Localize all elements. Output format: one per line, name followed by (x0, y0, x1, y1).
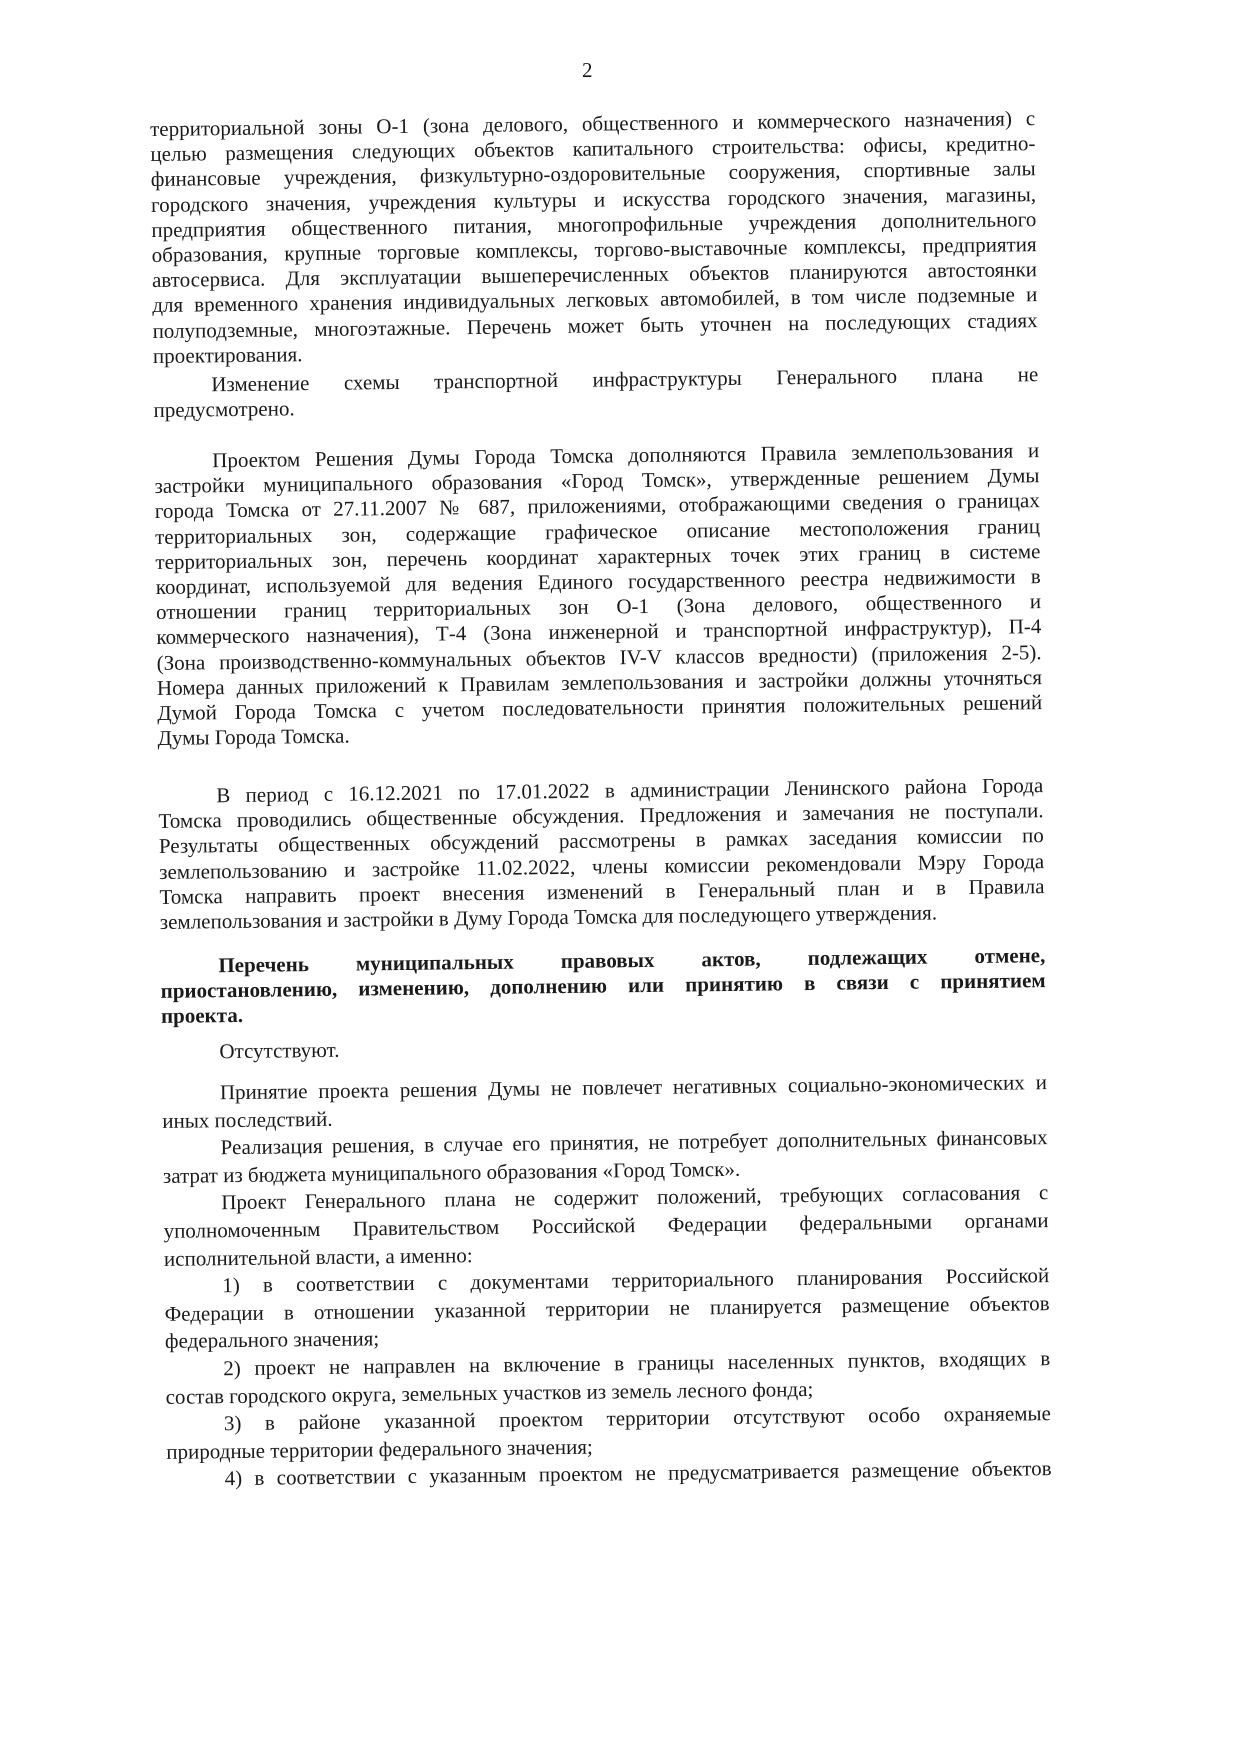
text-line: В период с 16.12.2021 по 17.01.2022 в администрации Ленинского района Города (216, 773, 1044, 808)
text-line: Результаты общественных обсуждений рассмотрены в рамках заседания комиссии по (158, 823, 1044, 859)
text-line: Перечень муниципальных правовых актов, подлежащих отмене, (218, 943, 1046, 978)
text-line: Проект Генерального плана не содержит положений, требующих согласования с (221, 1180, 1049, 1215)
heading-text (160, 943, 1046, 1029)
text-line: автосервиса. Для эксплуатации вышеперечисленных объектов планируются автостоянки (151, 257, 1038, 293)
text-line: территориальных зон, перечень координат характерных точек этих границ в системе (155, 538, 1041, 574)
text-line: проектирования. (152, 341, 303, 368)
text-line: коммерческого назначения), Т-4 (Зона инженерной и транспортной инфраструктур), П-4 (156, 614, 1042, 650)
paragraph (153, 362, 1039, 423)
text-line: 3) в районе указанной проектом территории отсутствуют особо охраняемые (223, 1401, 1052, 1436)
text-line: Изменение схемы транспортной инфраструктуры Генерального плана не (211, 362, 1039, 397)
text-line: застройки муниципального образования «Город Томск», утвержденные решением Думы (154, 463, 1040, 499)
paragraph (158, 773, 1045, 935)
paragraph-land-use-rules (154, 438, 1043, 751)
text-line: территориальных зон, содержащие графическое описание местоположения границ (154, 513, 1041, 549)
paragraph (163, 1179, 1049, 1273)
text-line: Номера данных приложений к Правилам землепользования и застройки должны уточняться (156, 664, 1043, 700)
paragraph-transport-scheme (153, 362, 1039, 423)
text-line: состав городского округа, земельных участков из земель лесного фонда; (165, 1376, 814, 1409)
paragraph-group-consequences (162, 1069, 1052, 1494)
text-line: предусмотрено. (153, 396, 295, 423)
text-line: землепользования и застройки в Думу Города Томска для последующего утверждения. (159, 900, 938, 934)
paragraph (161, 1029, 1046, 1065)
paragraph-zone-description (150, 106, 1038, 369)
text-line: Отсутствуют. (219, 1037, 340, 1064)
text-line: Думой Города Томска с учетом последовательности принятия положительных решений (157, 690, 1043, 725)
text-line: для временного хранения индивидуальных легковых автомобилей, в том числе подземные и (152, 282, 1038, 318)
text-line: Федерации в отношении указанной территории не планируется размещение объектов (164, 1290, 1050, 1326)
text-line: проекта. (160, 1003, 244, 1029)
text-line: предприятия общественного питания, многопрофильные учреждения дополнительного (151, 206, 1037, 242)
text-line: землепользованию и застройке 11.02.2022, члены комиссии рекомендовали Мэру Города (159, 848, 1045, 884)
page-number: 2 (582, 58, 593, 82)
document-body (150, 106, 1053, 1617)
text-line: Реализация решения, в случае его принятия, не потребует дополнительных финансовых (220, 1125, 1048, 1160)
text-line: 1) в соответствии с документами территориального планирования Российской (222, 1263, 1050, 1298)
text-line: иных последствий. (162, 1106, 333, 1133)
text-line: финансовые учреждения, физкультурно-оздоровительные сооружения, спортивные залы (150, 156, 1036, 192)
paragraph (150, 106, 1038, 369)
text-line: Принятие проекта решения Думы не повлечет негативных социально-экономических и (219, 1070, 1048, 1105)
paragraph (154, 438, 1043, 751)
text-line: городского значения, учреждения культуры и искусства городского значения, магазины, (150, 181, 1037, 217)
paragraph-absent (161, 1029, 1046, 1065)
text-line: целью размещения следующих объектов капитального строительства: офисы, кредитно- (150, 131, 1036, 167)
text-line: города Томска от 27.11.2007 № 687, приложениями, отображающими сведения о границах (154, 488, 1040, 524)
text-line: Думы Города Томска. (157, 723, 350, 751)
list-item (164, 1262, 1050, 1356)
text-line: федерального значения; (164, 1326, 380, 1354)
paragraph-public-hearings (158, 773, 1045, 935)
text-line: затрат из бюджета муниципального образования «Город Томск». (162, 1156, 741, 1188)
text-line: 4) в соответствии с указанным проектом не предусматривается размещение объектов (224, 1456, 1052, 1491)
text-line: Проектом Решения Думы Города Томска дополняются Правила землепользования и (212, 438, 1040, 473)
text-line: (Зона производственно-коммунальных объектов IV-V классов вредности) (приложения 2-5). (156, 639, 1042, 675)
text-line: территориальной зоны О-1 (зона делового, общественного и коммерческого назначения) с (150, 106, 1036, 141)
text-line: Томска проводились общественные обсуждения. Предложения и замечания не поступали. (158, 798, 1044, 834)
text-line: приостановлению, изменению, дополнению или принятию в связи с принятием (160, 968, 1046, 1004)
text-line: образования, крупные торговые комплексы, торгово-выставочные комплексы, предприятия (151, 232, 1037, 267)
text-line: уполномоченным Правительством Российской Федерации федеральными органами (163, 1208, 1049, 1243)
text-line: исполнительной власти, а именно: (163, 1242, 473, 1271)
text-line: 2) проект не направлен на включение в границы населенных пунктов, входящих в (223, 1346, 1051, 1381)
section-heading (160, 943, 1046, 1029)
text-line: Томска направить проект внесения изменений в Генеральный план и в Правила (159, 873, 1045, 909)
text-line: природные территории федерального значения; (166, 1434, 593, 1464)
text-line: отношении границ территориальных зон О-1 (Зона делового, общественного и (155, 589, 1042, 625)
text-line: координат, используемой для ведения Единого государственного реестра недвижимости в (155, 564, 1041, 599)
text-line: полуподземные, многоэтажные. Перечень может быть уточнен на последующих стадиях (152, 307, 1038, 343)
